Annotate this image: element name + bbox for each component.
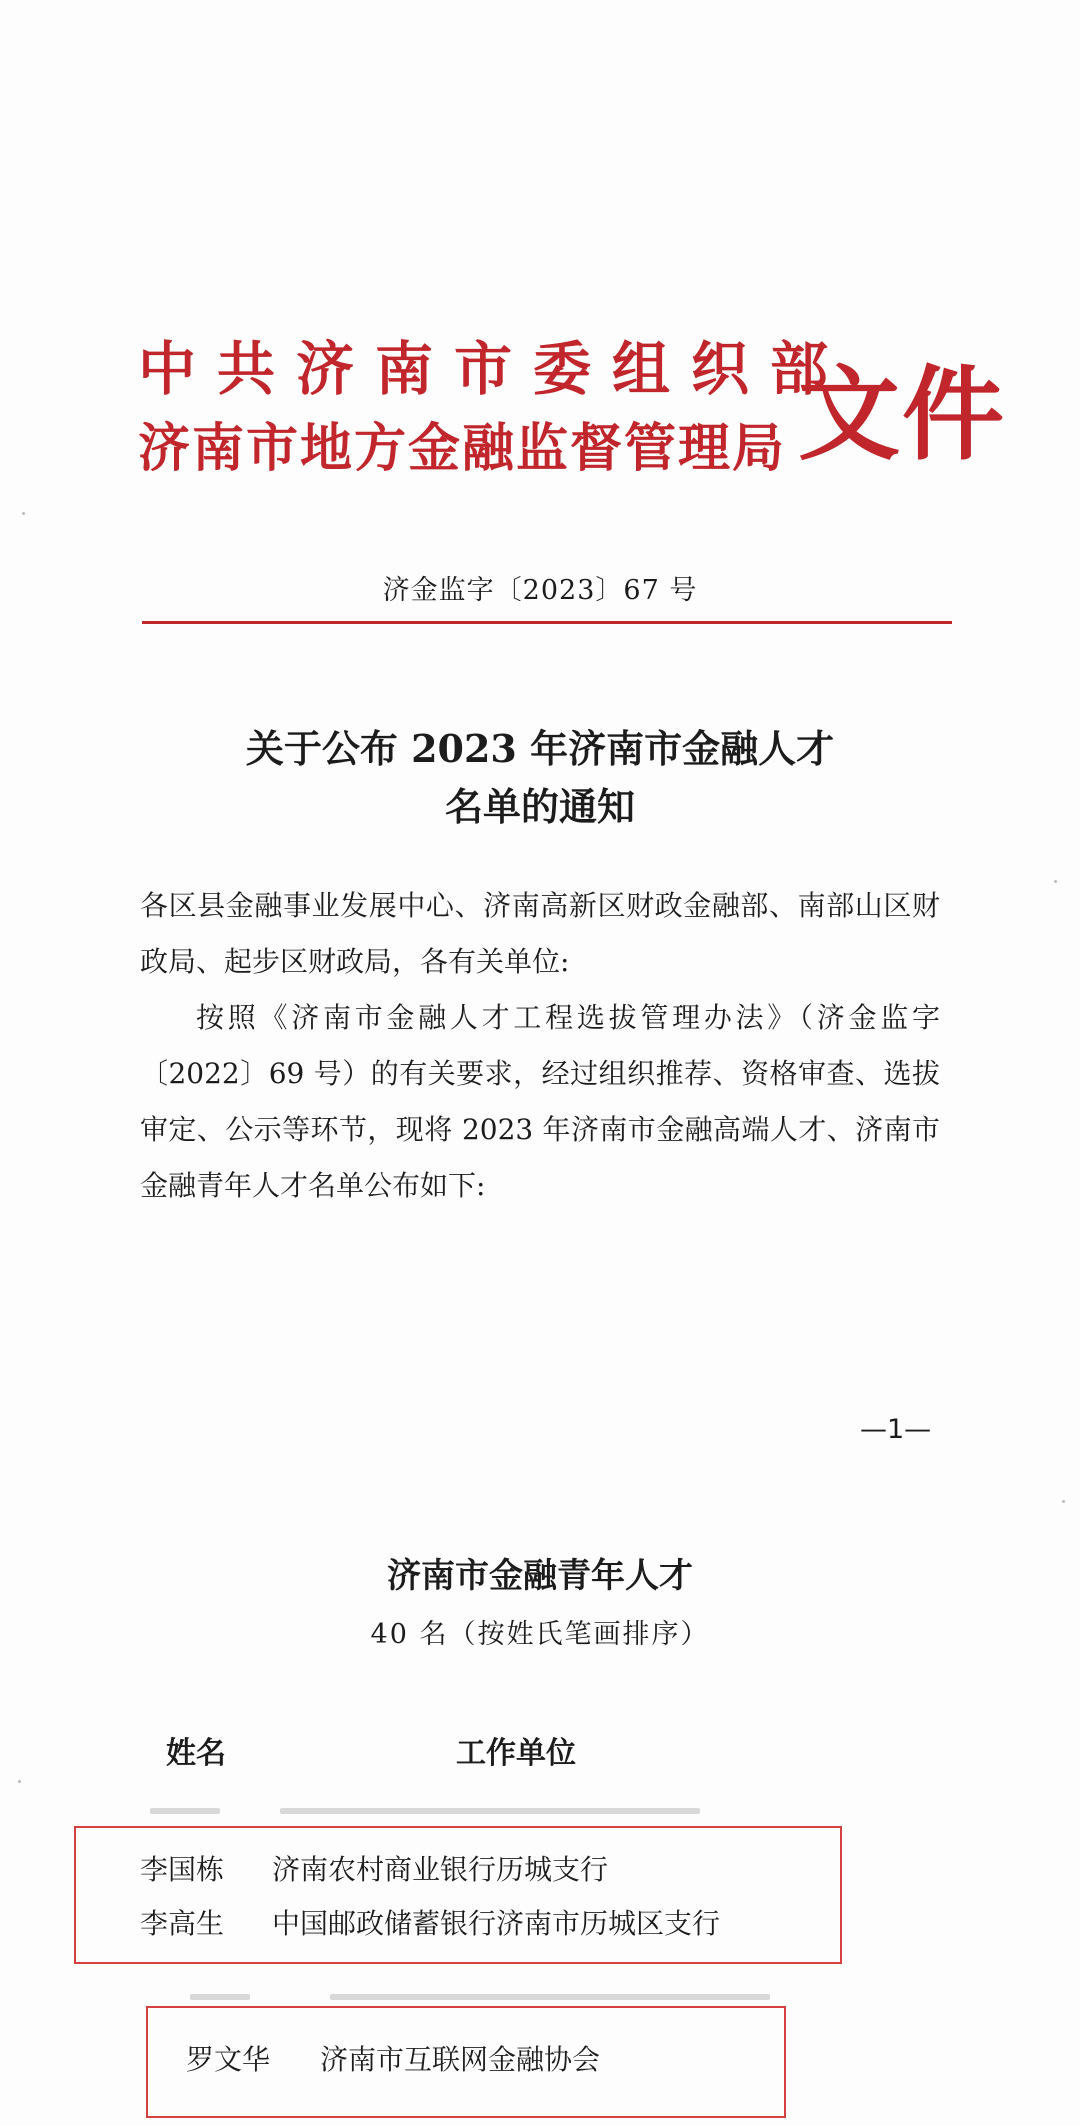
- section-title: 济南市金融青年人才: [387, 1556, 693, 1596]
- letterhead: [138, 322, 1006, 479]
- person-name: 李高生: [140, 1907, 225, 1940]
- notice-title-line-2: 名单的通知: [444, 784, 635, 829]
- document-number: 济金监字〔2023〕67 号: [382, 575, 698, 606]
- page-number: —1—: [860, 1414, 932, 1445]
- person-organization: 济南农村商业银行历城支行: [272, 1853, 609, 1886]
- notice-title-line-1: 关于公布 2023 年济南市金融人才: [245, 726, 835, 771]
- column-header-name: 姓名: [166, 1736, 226, 1771]
- person-name: 李国栋: [140, 1853, 225, 1886]
- cropped-row-top: [150, 1808, 780, 1818]
- cropped-row-bottom: [150, 1994, 780, 2004]
- person-organization: 中国邮政储蓄银行济南市历城区支行: [272, 1907, 721, 1940]
- letterhead-line-1: 中共济南市委组织部: [138, 335, 850, 403]
- highlight-box-1: [74, 1826, 842, 1964]
- scan-speck: [18, 1780, 21, 1783]
- addressee-paragraph: 各区县金融事业发展中心、济南高新区财政金融部、南部山区财政局、起步区财政局，各有关单位:: [140, 889, 940, 978]
- cropped-text-fragment: [330, 1994, 770, 2000]
- person-organization: 济南市互联网金融协会: [320, 2043, 601, 2076]
- red-divider-rule: [142, 621, 952, 624]
- letterhead-suffix: 文件: [798, 355, 1006, 475]
- cropped-text-fragment: [150, 1808, 220, 1814]
- scan-speck: [22, 512, 25, 515]
- scan-speck: [1062, 1500, 1065, 1503]
- cropped-text-fragment: [190, 1994, 250, 2000]
- scan-speck: [1054, 880, 1057, 883]
- column-header-organization: 工作单位: [456, 1736, 576, 1771]
- section-subtitle: 40 名（按姓氏笔画排序）: [370, 1619, 710, 1650]
- cropped-text-fragment: [280, 1808, 700, 1814]
- letterhead-line-2: 济南市地方金融监督管理局: [138, 418, 787, 479]
- person-name: 罗文华: [186, 2043, 271, 2076]
- body-paragraph: 按照《济南市金融人才工程选拔管理办法》（济金监字〔2022〕69 号）的有关要求，经过组织推荐、资格审查、选拔审定、公示等环节，现将 2023 年济南市金融高端人才、济南市金融青年人才名单公布如下:: [140, 1001, 940, 1202]
